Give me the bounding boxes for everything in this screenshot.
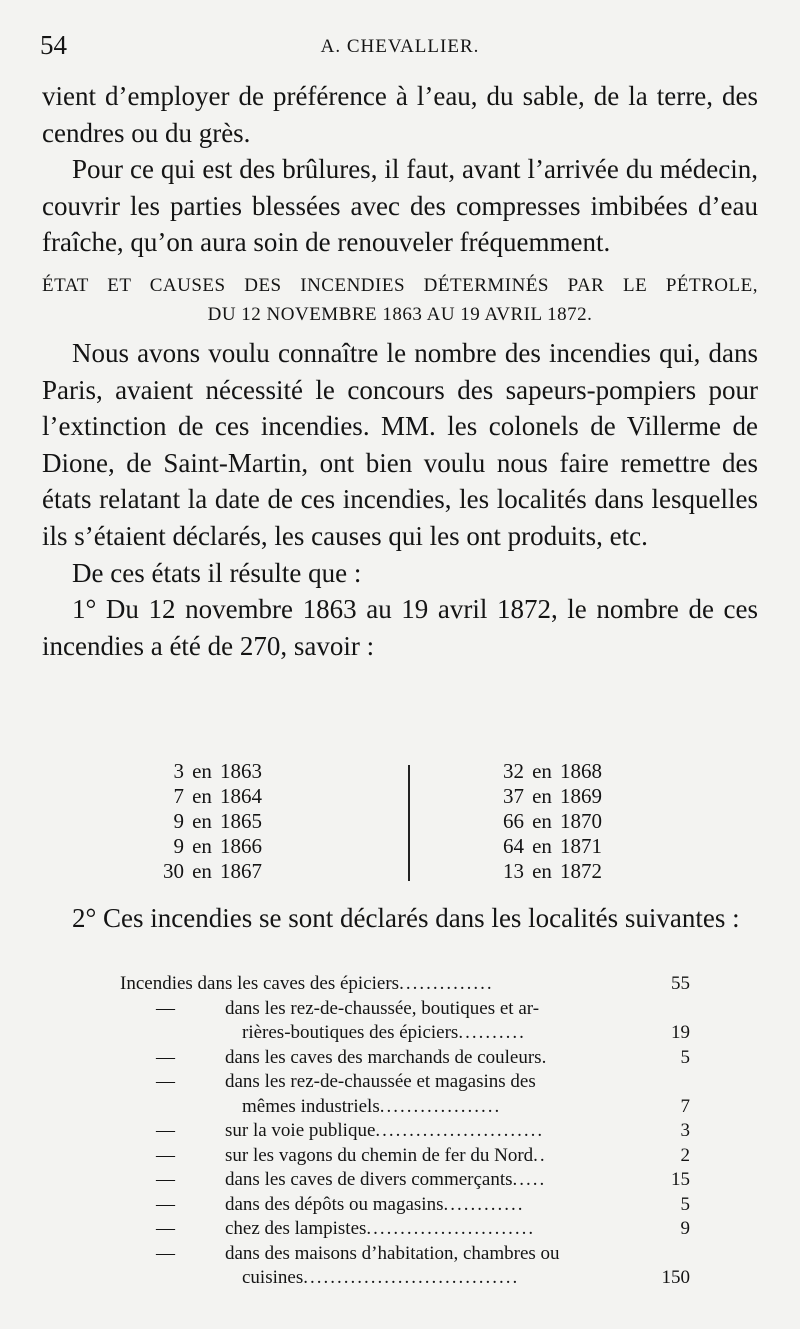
year-value: 1871 [560,834,602,858]
locality-text: dans les rez-de-chaussée, boutiques et ar- [225,997,540,1019]
year-en: en [192,759,212,783]
paragraph-result: De ces états il résulte que : [72,557,362,588]
locality-count: 7 [680,1095,690,1117]
paragraph-continued: vient d’employer de préférence à l’eau, du sable, de la terre, des cendres ou du grès. [42,81,758,148]
page-header [40,30,760,66]
list-item [120,972,690,997]
localities-list [120,972,690,1291]
ditto-dash: — [156,1071,175,1092]
year-value: 1864 [220,784,262,808]
year-count: 66 [503,809,524,833]
locality-count: 55 [671,973,690,994]
year-value: 1865 [220,809,262,833]
list-item [120,1168,690,1193]
locality-count: 2 [680,1144,690,1166]
years-column-right [490,759,602,884]
year-count: 64 [503,834,524,858]
ditto-dash: — [156,1242,175,1264]
ditto-dash: — [156,1144,175,1166]
year-en: en [532,784,552,808]
year-value: 1867 [220,859,262,883]
list-item [120,1046,690,1071]
leader-dots: .................. [379,1095,502,1117]
year-count: 32 [503,759,524,783]
paragraph-count: 1° Du 12 novembre 1863 au 19 avril 1872, le nombre de ces incendies a été de 270, savoir : [42,594,758,661]
locality-text-cont: rières-boutiques des épiciers [242,1022,459,1043]
locality-count: 15 [671,1169,690,1190]
year-row [150,784,262,809]
ditto-dash: — [156,1193,175,1215]
locality-text: dans des dépôts ou magasins [225,1193,444,1215]
page-number: 54 [40,30,67,60]
year-count: 37 [503,784,524,808]
locality-text-cont: cuisines [242,1267,304,1288]
year-en: en [192,834,212,858]
locality-text: sur la voie publique [225,1120,376,1141]
locality-text: Incendies dans les caves des épiciers [120,973,400,994]
years-divider [408,765,410,881]
year-value: 1872 [560,859,602,883]
year-en: en [192,809,212,833]
locality-text: dans les rez-de-chaussée et magasins des [225,1071,536,1092]
locality-text: chez des lampistes [225,1218,367,1239]
year-row [490,859,602,884]
running-head: A. CHEVALLIER. [320,36,480,57]
year-en: en [532,809,552,833]
list-item [120,1217,690,1242]
ditto-dash: — [156,1046,175,1068]
year-count: 7 [173,784,184,808]
year-row [490,809,602,834]
list-item [120,1070,690,1119]
list-item [120,997,690,1046]
leader-dots: ..... [512,1169,547,1190]
list-item [120,1119,690,1144]
yearly-count-table [150,759,670,885]
leader-dots: ................................ [303,1267,520,1288]
list-item [120,1144,690,1169]
locality-text: dans les caves des marchands de couleurs [225,1046,542,1068]
year-en: en [192,784,212,808]
section-title-line1: ÉTAT ET CAUSES DES INCENDIES DÉTERMINÉS PAR LE PÉTROLE, [42,274,758,296]
list-item [120,1242,690,1291]
year-count: 9 [173,809,184,833]
year-count: 3 [173,759,184,783]
year-value: 1868 [560,759,602,783]
main-text [42,78,758,664]
leader-dots: .............. [399,973,494,994]
year-value: 1866 [220,834,262,858]
ditto-dash: — [156,997,175,1019]
paragraph-inquiry: Nous avons voulu connaître le nombre des incendies qui, dans Paris, avaient nécessité le concours des sapeurs-pompiers pour l’extinction de ces incendies. MM. les colonels de Villerme de Dione, de Saint-Martin, ont bien voulu nous faire remettre des états relatant la date de ces incendies, les localités dans lesquelles ils s’étaient déclarés, les causes qui les ont produits, etc. [42,337,758,551]
year-value: 1870 [560,809,602,833]
locality-count: 5 [680,1193,690,1215]
leader-dots: ............ [443,1193,525,1215]
locality-text: dans les caves de divers commerçants [225,1169,513,1190]
locality-count: 19 [671,1022,690,1043]
year-count: 13 [503,859,524,883]
ditto-dash: — [156,1120,175,1141]
year-row [150,759,262,784]
year-row [150,809,262,834]
leader-dots: ......................... [366,1218,536,1239]
leader-dots: .......... [458,1022,526,1043]
leader-dots: .. [533,1144,547,1166]
leader-dots: ......................... [375,1120,545,1141]
paragraph-localities: 2° Ces incendies se sont déclarés dans les localités suivantes : [72,903,740,933]
year-count: 9 [173,834,184,858]
year-row [490,784,602,809]
list-item [120,1193,690,1218]
year-row [150,859,262,884]
year-row [490,759,602,784]
year-count: 30 [163,859,184,883]
section-title-line2: DU 12 NOVEMBRE 1863 AU 19 AVRIL 1872. [207,303,593,325]
ditto-dash: — [156,1169,175,1190]
year-en: en [192,859,212,883]
section-title [42,271,758,329]
localities-intro [42,900,758,936]
locality-text: dans des maisons d’habitation, chambres ou [225,1242,560,1264]
year-row [150,834,262,859]
locality-text-cont: mêmes industriels [242,1095,380,1117]
year-en: en [532,759,552,783]
year-value: 1869 [560,784,602,808]
years-column-left [150,759,262,884]
year-en: en [532,834,552,858]
year-value: 1863 [220,759,262,783]
locality-count: 5 [680,1046,690,1068]
paragraph-burns: Pour ce qui est des brûlures, il faut, avant l’arrivée du médecin, couvrir les parties blessées avec des compresses imbibées d’eau fraîche, qu’on aura soin de renouveler fréquemment. [42,154,758,258]
leader-dots: . [541,1046,549,1068]
locality-text: sur les vagons du chemin de fer du Nord [225,1144,534,1166]
locality-count: 3 [680,1120,690,1141]
locality-count: 9 [680,1218,690,1239]
locality-count: 150 [661,1267,690,1288]
ditto-dash: — [156,1218,175,1239]
year-en: en [532,859,552,883]
year-row [490,834,602,859]
